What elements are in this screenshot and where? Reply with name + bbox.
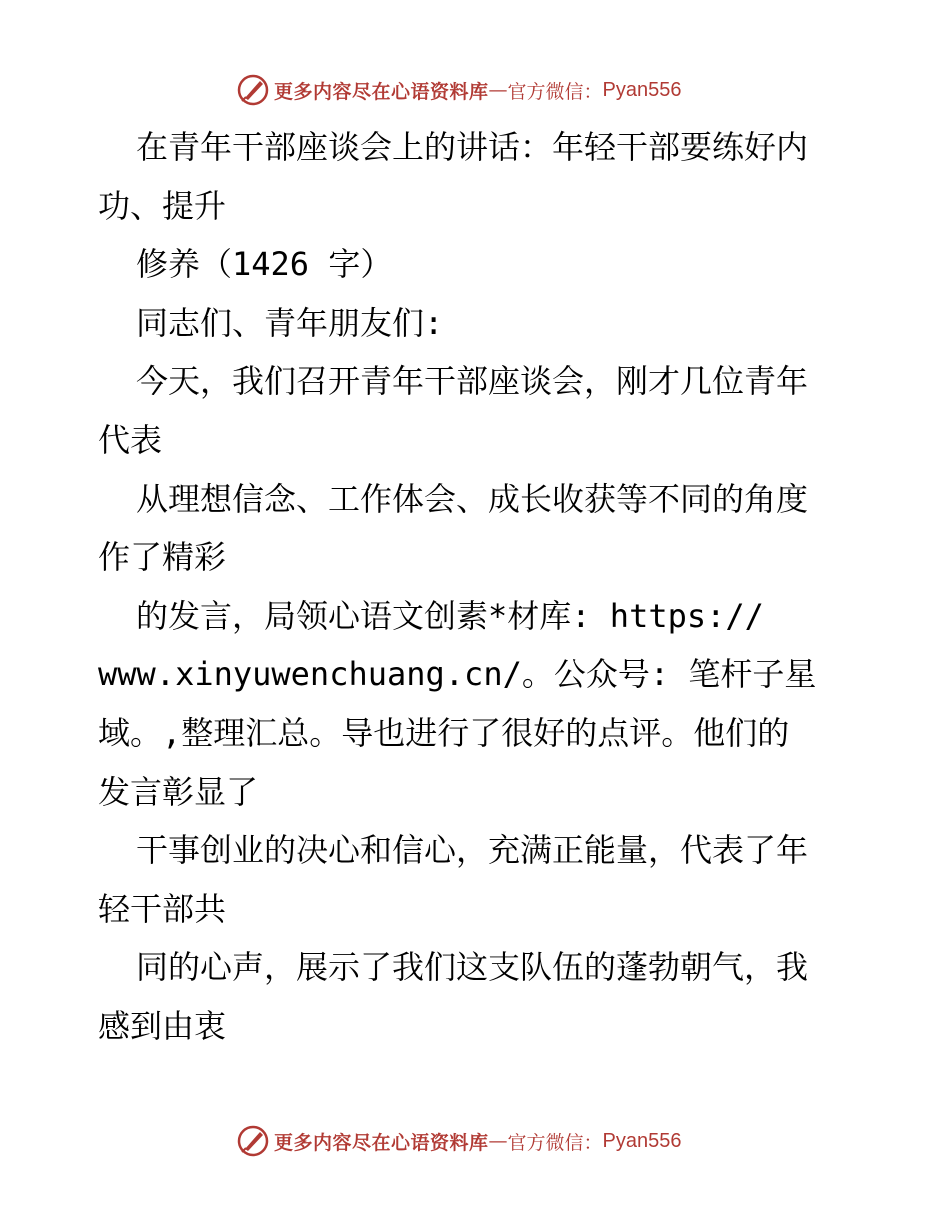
quill-pen-circle-icon bbox=[236, 1124, 270, 1158]
body-line: 的发言，局领心语文创素*材库: https:// bbox=[136, 596, 764, 635]
footer-dash: — bbox=[488, 1130, 508, 1152]
body-line: 从理想信念、工作体会、成长收获等不同的角度 bbox=[136, 479, 809, 518]
quill-pen-circle-icon bbox=[236, 73, 270, 107]
header-brand-text: 更多内容尽在心语资料库 bbox=[274, 80, 489, 103]
body-line: 同志们、青年朋友们: bbox=[136, 303, 444, 342]
body-line: 今天，我们召开青年干部座谈会，刚才几位青年 bbox=[136, 362, 809, 401]
footer-banner bbox=[236, 1124, 682, 1158]
footer-wechat-id: Pyan556 bbox=[602, 1129, 682, 1152]
body-line: 修养（1426 字） bbox=[136, 245, 393, 284]
footer-wechat-label: 官方微信： bbox=[507, 1131, 603, 1154]
header-banner bbox=[236, 73, 682, 107]
body-line: 轻干部共 bbox=[98, 889, 227, 928]
footer-brand-text: 更多内容尽在心语资料库 bbox=[274, 1131, 489, 1154]
body-line: 同的心声，展示了我们这支队伍的蓬勃朝气，我 bbox=[136, 948, 809, 987]
body-line: 作了精彩 bbox=[98, 538, 227, 577]
body-line: 代表 bbox=[98, 420, 163, 459]
header-wechat-id: Pyan556 bbox=[602, 78, 682, 101]
body-line: 干事创业的决心和信心，充满正能量，代表了年 bbox=[136, 831, 809, 870]
header-dash: — bbox=[488, 79, 508, 101]
body-line: 发言彰显了 bbox=[98, 772, 259, 811]
document-body bbox=[98, 118, 858, 1056]
body-line: 在青年干部座谈会上的讲话：年轻干部要练好内 bbox=[136, 128, 809, 166]
body-line: 功、提升 bbox=[98, 186, 227, 225]
header-wechat-label: 官方微信： bbox=[507, 80, 603, 103]
body-line: 域。,整理汇总。导也进行了很好的点评。他们的 bbox=[98, 713, 790, 752]
body-line: www.xinyuwenchuang.cn/。公众号: 笔杆子星 bbox=[98, 655, 817, 694]
body-line: 感到由衷 bbox=[98, 1006, 227, 1045]
